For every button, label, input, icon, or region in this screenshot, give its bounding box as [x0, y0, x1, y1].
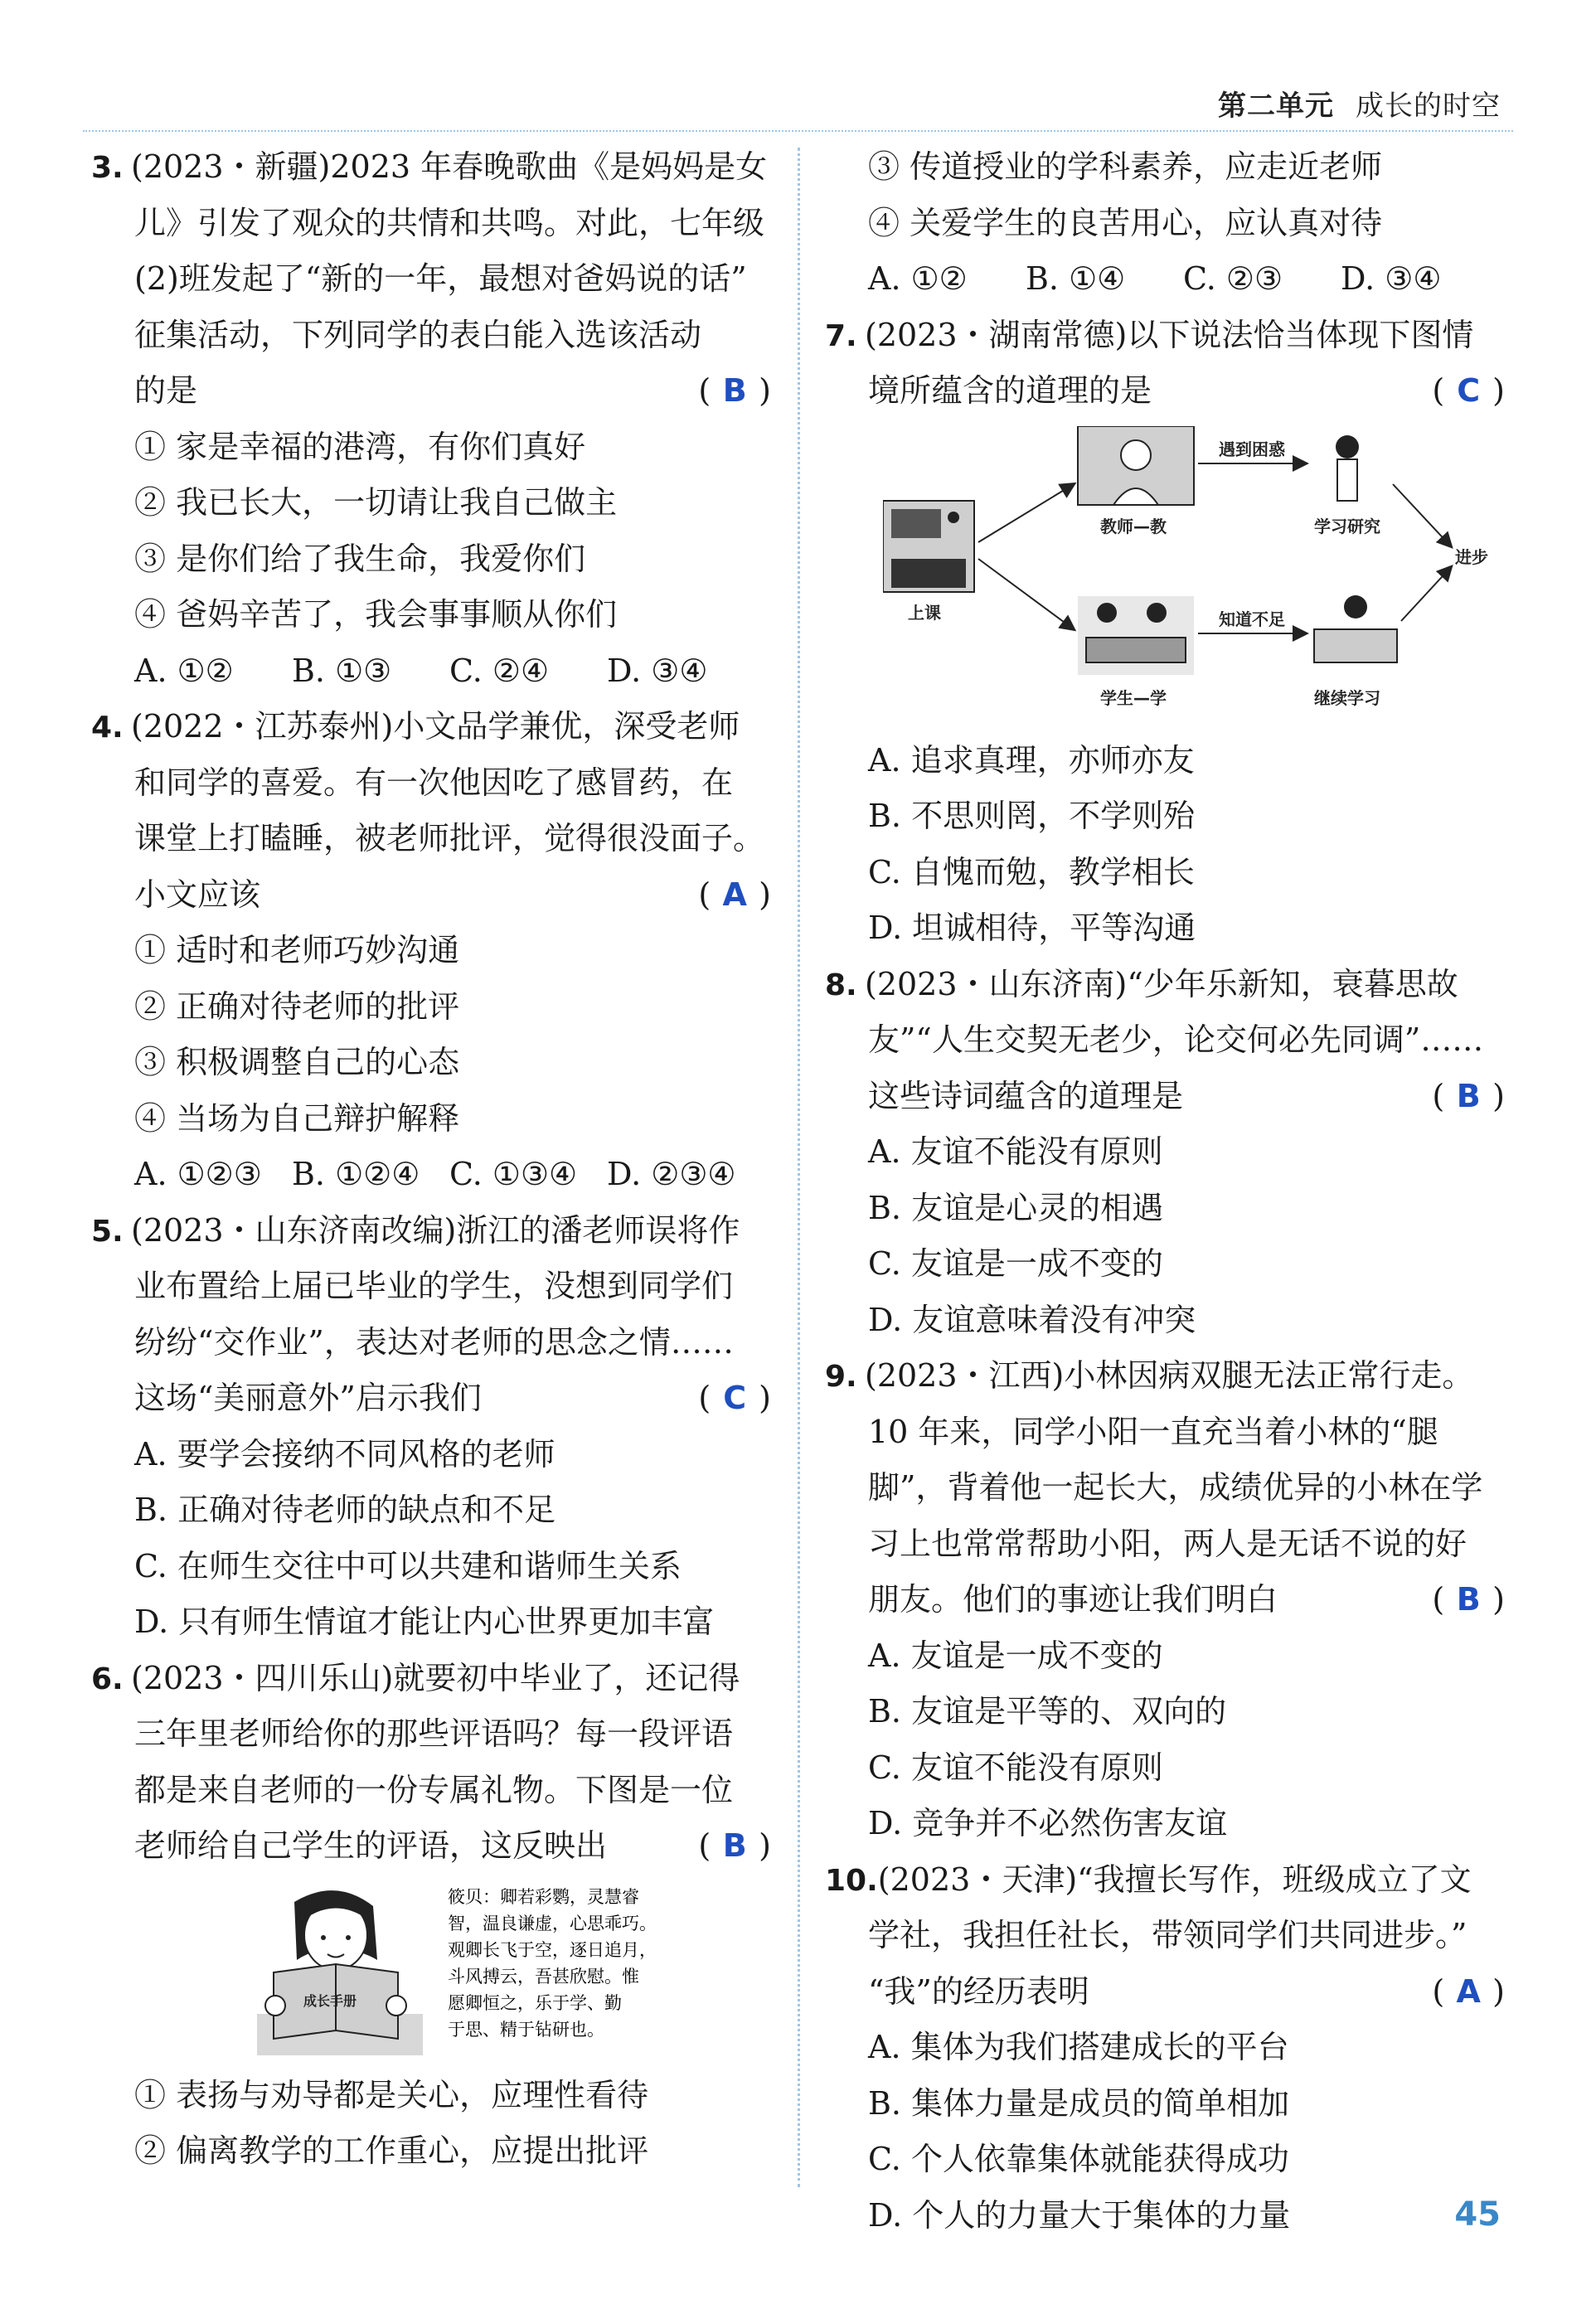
option-d: D. ③④	[607, 652, 708, 689]
answer-letter: A	[1456, 1972, 1481, 2010]
choice-item: D. 竞争并不必然伤害友谊	[868, 1805, 1228, 1841]
label-confused: 遇到困惑	[1219, 439, 1285, 459]
question-stem-line: (2023・山东济南)“少年乐新知，衰暮思故	[865, 965, 1458, 1002]
answer-letter: A	[722, 876, 747, 913]
eye-left	[321, 1935, 326, 1940]
question-stem-line: 征集活动，下列同学的表白能入选该活动	[134, 316, 702, 353]
question-number: 10.	[825, 1863, 878, 1898]
option-d: D. ②③④	[607, 1156, 736, 1192]
answer-bracket: ( A )	[698, 867, 771, 924]
question-stem-line: (2023・江西)小林因病双腿无法正常行走。	[865, 1357, 1474, 1394]
question-stem-line: (2023・天津)“我擅长写作，班级成立了文	[877, 1861, 1472, 1898]
choice-item: D. 友谊意味着没有冲突	[868, 1301, 1196, 1338]
answer-letter: B	[1456, 1077, 1481, 1114]
choice-item: A. 友谊不能没有原则	[868, 1133, 1163, 1170]
question-stem-line: (2022・江苏泰州)小文品学兼优，深受老师	[131, 708, 740, 745]
choice-item: C. 个人依靠集体就能获得成功	[868, 2141, 1289, 2177]
question-stem-line: 这场“美丽意外”启示我们	[134, 1380, 482, 1416]
label-student: 学生—学	[1100, 687, 1167, 708]
answer-bracket: ( C )	[1432, 363, 1505, 420]
students-rows	[891, 559, 966, 588]
desks-shape	[1086, 638, 1186, 662]
question-number: 3.	[91, 151, 124, 185]
column-divider	[798, 148, 800, 2187]
choice-item: B. 友谊是平等的、双向的	[868, 1693, 1227, 1730]
choice-item: D. 只有师生情谊才能让内心世界更加丰富	[134, 1603, 715, 1640]
eye-right	[346, 1935, 351, 1940]
comment-line: 斗风搏云，吾甚欣慰。惟	[448, 1966, 639, 1987]
option-b: B. ①②④	[292, 1156, 420, 1192]
arrow-progress-bottom	[1401, 567, 1451, 621]
statement-item: ③ 积极调整自己的心态	[134, 1044, 460, 1080]
answer-letter: B	[722, 372, 747, 409]
question-stem-line: (2023・新疆)2023 年春晚歌曲《是妈妈是女	[131, 148, 768, 185]
option-b: B. ①③	[292, 652, 392, 689]
hand-right	[386, 1996, 406, 2016]
statement-item: ① 适时和老师巧妙沟通	[134, 932, 460, 968]
question-stem-line: 课堂上打瞌睡，被老师批评，觉得很没面子。	[134, 820, 765, 856]
statement-item: ④ 当场为自己辩护解释	[134, 1099, 460, 1137]
teacher-figure	[948, 512, 959, 523]
answer-bracket: ( B )	[698, 1818, 771, 1875]
answer-letter: B	[1456, 1581, 1481, 1618]
answer-letter: B	[722, 1827, 747, 1864]
question-stem-line: 10 年来，同学小阳一直充当着小林的“腿	[868, 1413, 1438, 1450]
book-label: 成长手册	[303, 1992, 357, 2009]
comment-line: 观卿长飞于空，逐日追月，	[448, 1939, 657, 1960]
choice-item: C. 友谊是一成不变的	[868, 1245, 1163, 1282]
answer-bracket: ( B )	[698, 363, 771, 420]
question-stem-line: 的是	[134, 372, 198, 409]
page-header	[1218, 83, 1501, 124]
question-stem-line: (2)班发起了“新的一年，最想对爸妈说的话”	[134, 260, 747, 297]
label-insufficient: 知道不足	[1219, 609, 1285, 629]
question-number: 7.	[825, 318, 857, 353]
label-class: 上课	[908, 602, 941, 623]
choice-item: B. 集体力量是成员的简单相加	[868, 2084, 1290, 2122]
learner-desk	[1314, 629, 1397, 662]
unit-title: 成长的时空	[1356, 90, 1501, 123]
label-progress: 进步	[1455, 546, 1488, 567]
label-research: 学习研究	[1314, 516, 1380, 536]
choice-item: B. 友谊是心灵的相遇	[868, 1189, 1164, 1226]
question-number: 4.	[91, 711, 124, 745]
student-head-1	[1097, 603, 1117, 623]
statement-item: ④ 关爱学生的良苦用心，应认真对待	[868, 204, 1383, 241]
statement-item: ① 家是幸福的港湾，有你们真好	[134, 428, 586, 465]
answer-bracket: ( B )	[1432, 1572, 1505, 1628]
question-stem-line: 学社，我担任社长，带领同学们共同进步。”	[868, 1917, 1467, 1953]
choice-item: B. 不思则罔，不学则殆	[868, 798, 1196, 834]
question-number: 5.	[91, 1214, 124, 1249]
question-number: 9.	[825, 1360, 857, 1394]
flow-diagram	[883, 426, 1497, 725]
right-column	[825, 139, 1505, 2244]
arrow-to-student	[978, 559, 1074, 629]
choice-item: A. 要学会接纳不同风格的老师	[134, 1435, 555, 1472]
question-number: 8.	[825, 968, 857, 1002]
question-stem-line: 都是来自老师的一份专属礼物。下图是一位	[134, 1771, 734, 1808]
answer-options	[91, 643, 771, 700]
choice-item: C. 自愧而勉，教学相长	[868, 853, 1195, 890]
teaching-learning-diagram	[883, 426, 1497, 725]
choice-item: D. 个人的力量大于集体的力量	[868, 2196, 1291, 2234]
answer-bracket: ( B )	[1432, 1069, 1505, 1125]
header-rule	[83, 130, 1513, 132]
page-number: 45	[1454, 2195, 1501, 2234]
question-stem-line: (2023・四川乐山)就要初中毕业了，还记得	[131, 1659, 740, 1696]
comment-line: 愿卿恒之，乐于学、勤	[448, 1992, 622, 2013]
question-stem-line: 朋友。他们的事迹让我们明白	[868, 1581, 1278, 1618]
option-c: C. ②④	[449, 652, 550, 689]
unit-label: 第二单元	[1218, 90, 1334, 123]
hand-left	[265, 1996, 285, 2016]
teacher-head	[1121, 440, 1151, 470]
blackboard-shape	[891, 509, 941, 538]
statement-item: ② 偏离教学的工作重心，应提出批评	[134, 2132, 649, 2169]
statement-item: ③ 传道授业的学科素养，应走近老师	[868, 148, 1383, 185]
question-number: 6.	[91, 1662, 124, 1696]
researcher-head	[1336, 435, 1359, 458]
label-teacher: 教师—教	[1100, 516, 1167, 536]
teacher-comment-figure	[257, 1881, 721, 2059]
choice-item: B. 正确对待老师的缺点和不足	[134, 1492, 556, 1528]
statement-item: ① 表扬与劝导都是关心，应理性看待	[134, 2076, 649, 2113]
option-d: D. ③④	[1341, 260, 1442, 297]
question-stem-line: 小文应该	[134, 876, 261, 913]
researcher-body	[1337, 459, 1357, 501]
choice-item: D. 坦诚相待，平等沟通	[868, 910, 1196, 946]
arrow-progress-top	[1393, 484, 1451, 546]
option-a: A. ①②	[134, 652, 234, 689]
question-stem-line: 老师给自己学生的评语，这反映出	[134, 1827, 608, 1864]
statement-item: ④ 爸妈辛苦了，我会事事顺从你们	[134, 596, 618, 633]
question-stem-line: 友”“人生交契无老少，论交何必先同调”……	[868, 1021, 1484, 1058]
comment-line: 筱贝：卿若彩鹦，灵慧睿	[448, 1886, 639, 1907]
learner-head	[1344, 595, 1367, 619]
answer-bracket: ( C )	[698, 1371, 771, 1427]
label-continue: 继续学习	[1314, 687, 1380, 708]
question-stem-line: (2023・湖南常德)以下说法恰当体现下图情	[865, 316, 1474, 353]
statement-item: ② 正确对待老师的批评	[134, 987, 460, 1025]
question-stem-line: (2023・山东济南改编)浙江的潘老师误将作	[131, 1211, 740, 1249]
answer-bracket: ( A )	[1432, 1964, 1505, 2021]
option-c: C. ①③④	[449, 1156, 578, 1192]
question-stem-line: 脚”，背着他一起长大，成绩优异的小林在学	[868, 1469, 1483, 1506]
question-stem-line: 三年里老师给你的那些评语吗？每一段评语	[134, 1715, 734, 1752]
comment-line: 于思、精于钻研也。	[448, 2019, 604, 2040]
question-stem-line: 这些诗词蕴含的道理是	[868, 1077, 1184, 1114]
question-stem-line: 和同学的喜爱。有一次他因吃了感冒药，在	[134, 764, 734, 801]
statement-item: ③ 是你们给了我生命，我爱你们	[134, 540, 586, 577]
answer-letter: C	[723, 1380, 747, 1416]
answer-letter: C	[1457, 372, 1481, 409]
student-head-2	[1147, 603, 1167, 623]
question-6-continued	[825, 139, 1505, 308]
question-4	[91, 699, 771, 1203]
left-column	[91, 139, 771, 2180]
comment-line: 智，温良谦虚，心思乖巧。	[448, 1913, 657, 1933]
answer-options	[91, 1147, 771, 1203]
question-stem-line: 境所蕴含的道理的是	[868, 372, 1152, 409]
question-10	[825, 1852, 1505, 2244]
choice-item: A. 集体为我们搭建成长的平台	[868, 2029, 1289, 2065]
question-stem-line: 习上也常常帮助小阳，两人是无话不说的好	[868, 1525, 1467, 1562]
statement-item: ② 我已长大，一切请让我自己做主	[134, 484, 618, 521]
girl-reading-illustration	[257, 1881, 721, 2059]
question-9	[825, 1348, 1505, 1852]
option-c: C. ②③	[1183, 260, 1283, 297]
question-stem-line: 儿》引发了观众的共情和共鸣。对此，七年级	[134, 204, 765, 241]
choice-item: C. 友谊不能没有原则	[868, 1749, 1163, 1786]
answer-options	[825, 251, 1505, 308]
option-b: B. ①④	[1026, 260, 1126, 297]
choice-item: A. 友谊是一成不变的	[868, 1637, 1163, 1674]
option-a: A. ①②	[868, 260, 968, 297]
option-a: A. ①②③	[134, 1156, 262, 1192]
question-6	[91, 1651, 771, 2180]
choice-item: C. 在师生交往中可以共建和谐师生关系	[134, 1547, 682, 1584]
question-stem-line: “我”的经历表明	[868, 1972, 1089, 2010]
choice-item: A. 追求真理，亦师亦友	[868, 741, 1195, 779]
question-3	[91, 139, 771, 699]
arrow-to-teacher	[978, 484, 1074, 542]
question-7	[825, 308, 1505, 957]
question-5	[91, 1203, 771, 1651]
question-stem-line: 业布置给上届已毕业的学生，没想到同学们	[134, 1268, 734, 1304]
question-stem-line: 纷纷“交作业”，表达对老师的思念之情……	[134, 1323, 734, 1361]
question-8	[825, 957, 1505, 1349]
